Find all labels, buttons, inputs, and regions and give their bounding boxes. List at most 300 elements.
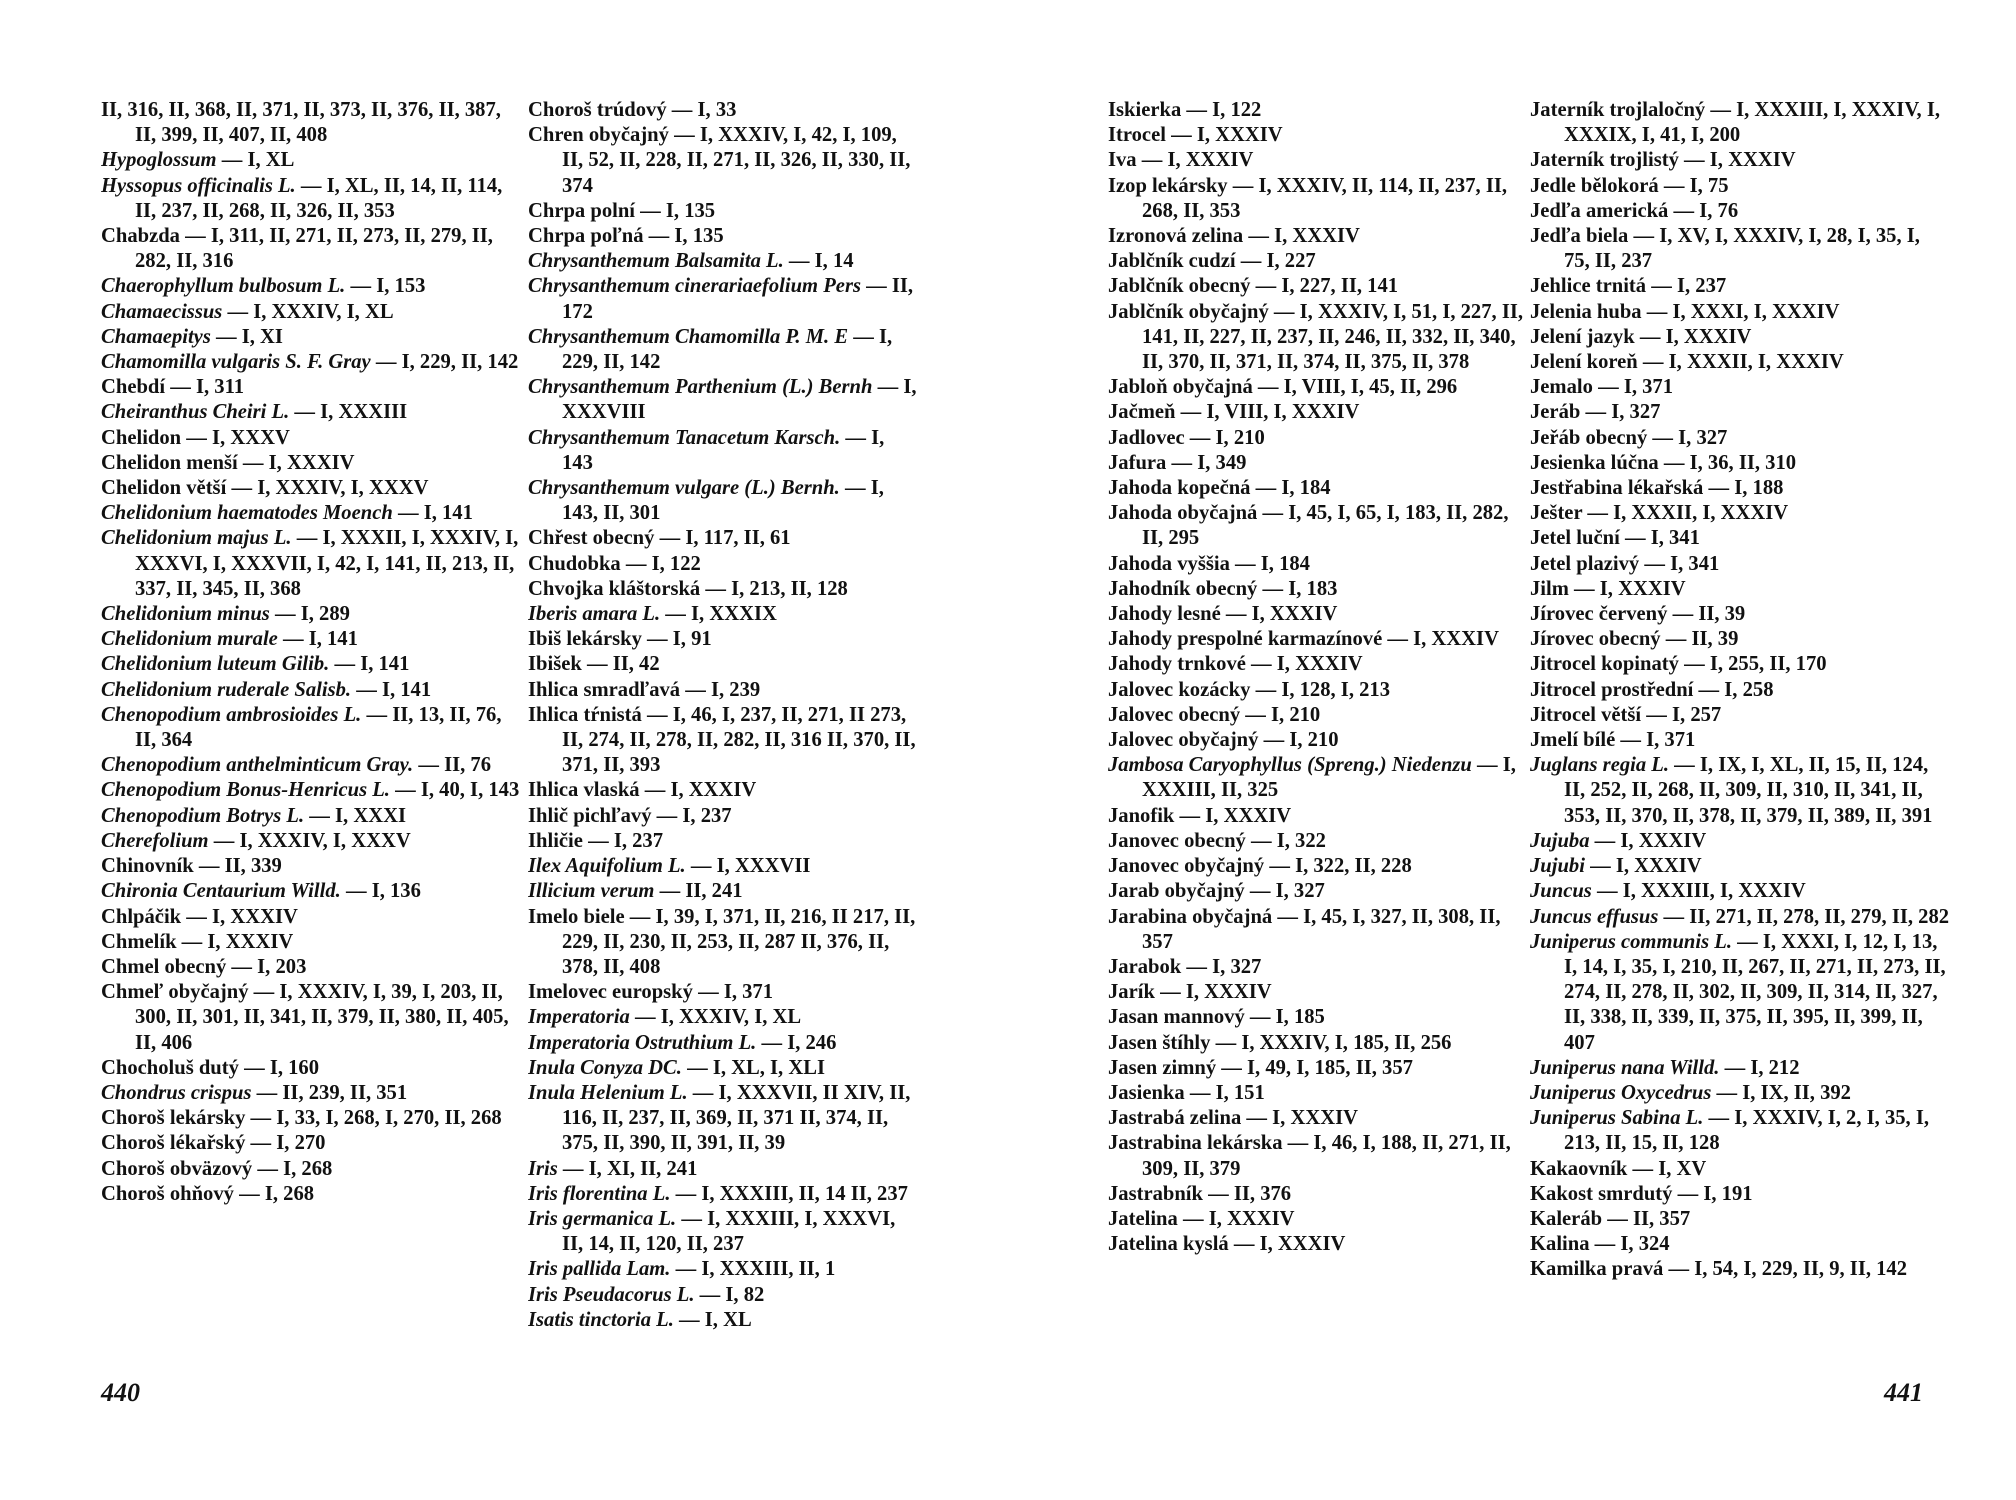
index-references: — I, 324 (1589, 1233, 1670, 1256)
index-column-4 (1530, 98, 1950, 1283)
index-term: Jelenia huba (1530, 300, 1642, 323)
index-entry (1108, 577, 1528, 602)
index-entry (1530, 627, 1950, 652)
index-references: — I, XL (673, 1308, 752, 1331)
index-references: — I, 255, II, 170 (1678, 653, 1827, 676)
index-entry (528, 627, 920, 652)
index-references: — I, 212 (1719, 1056, 1800, 1079)
index-term: Jablčník cudzí (1108, 250, 1236, 273)
index-references: — I, 135 (635, 199, 716, 222)
index-references: — I, 82 (694, 1283, 765, 1306)
index-entry (1108, 652, 1528, 677)
index-term: Chvojka kláštorská (528, 577, 701, 600)
index-entry (1108, 123, 1528, 148)
index-entry (1530, 426, 1950, 451)
index-references: — I, XXXV (181, 426, 290, 449)
index-term: Chrysanthemum cinerariaefolium Pers (528, 275, 861, 298)
index-references: — I, 237 (651, 804, 732, 827)
index-entry (101, 174, 521, 224)
index-entry (1108, 1232, 1528, 1257)
index-term: Jatelina kyslá (1108, 1233, 1229, 1256)
index-entry (101, 426, 521, 451)
index-entry (1530, 829, 1950, 854)
index-term: Juniperus Oxycedrus (1530, 1081, 1712, 1104)
index-references: — I, XXXIV (181, 905, 298, 928)
index-term: Chrysanthemum vulgare (L.) Bernh. (528, 477, 840, 500)
index-entry (101, 905, 521, 930)
index-term: Jestřabina lékařská (1530, 477, 1704, 500)
index-references: — I, XXXIV, I, 42, I, 109, II, 52, II, 228, II, 271, II, 326, II, 330, II, 374 (562, 124, 911, 197)
index-references: — I, 135 (643, 225, 724, 248)
index-entry (101, 930, 521, 955)
index-references: — I, 341 (1639, 552, 1720, 575)
index-entry (1108, 728, 1528, 753)
index-term: Jeráb (1530, 401, 1581, 424)
index-references: — I, 349 (1166, 451, 1247, 474)
index-references: — I, XL, II, 14, II, 114, II, 237, II, 268, II, 326, II, 353 (135, 174, 503, 222)
index-entry (1530, 1182, 1950, 1207)
index-references: — I, 268 (252, 1157, 333, 1180)
index-entry (1530, 325, 1950, 350)
index-term: Jasienka (1108, 1081, 1185, 1104)
index-references: — I, 183 (1257, 577, 1338, 600)
index-entry (101, 778, 521, 803)
index-entry (101, 451, 521, 476)
index-references: — I, 210 (1240, 703, 1321, 726)
index-entry (101, 476, 521, 501)
index-entry (528, 274, 920, 324)
index-references: — I, XV, I, XXXIV, I, 28, I, 35, I, 75, II, 237 (1564, 225, 1920, 273)
index-entry (1530, 652, 1950, 677)
index-references: — I, XXXIV (1220, 603, 1338, 626)
index-references: — I, 160 (238, 1056, 320, 1079)
index-term: Iris Pseudacorus L. (528, 1283, 695, 1306)
index-term: Ibiš lekársky (528, 628, 642, 651)
index-entry (528, 426, 920, 476)
index-references: — I, 341 (1619, 527, 1700, 550)
index-references: — I, 203 (226, 955, 307, 978)
index-column-2 (528, 98, 920, 1333)
index-term: Jarík (1108, 981, 1155, 1004)
index-references: — I, XXXIV (1165, 124, 1283, 147)
index-entry (528, 652, 920, 677)
index-entry (528, 703, 920, 779)
index-references: — I, 210 (1184, 426, 1265, 449)
index-entry (101, 955, 521, 980)
index-references: — I, 371 (692, 981, 774, 1004)
index-term: Chelidonium majus L. (101, 527, 292, 550)
index-entry (1530, 476, 1950, 501)
index-references: — I, XXXIV (1177, 1207, 1295, 1230)
index-term: Jírovec červený (1530, 603, 1668, 626)
index-term: Jalovec kozácky (1108, 678, 1251, 701)
index-references: — I, 191 (1672, 1182, 1753, 1205)
index-term: Jafura (1108, 451, 1167, 474)
index-term: Jabloň obyčajná (1108, 376, 1253, 399)
index-references: — I, 185 (1244, 1006, 1325, 1029)
index-references: — I, XXXIV (1634, 325, 1752, 348)
index-entry (1108, 426, 1528, 451)
index-entry (1530, 905, 1950, 930)
index-entry (528, 602, 920, 627)
index-references: — I, XXXIV (1228, 1233, 1346, 1256)
index-references: — I, XXXIV (1243, 225, 1360, 248)
index-references: — I, 45, I, 327, II, 308, II, 357 (1142, 905, 1501, 953)
index-references: — I, 49, I, 185, II, 357 (1216, 1056, 1413, 1079)
index-references: — I, 210 (1258, 729, 1339, 752)
index-references: — I, XV (1627, 1157, 1707, 1180)
index-term: Jahody trnkové (1108, 653, 1246, 676)
index-term: Chenopodium Botrys L. (101, 804, 305, 827)
index-term: Cherefolium (101, 829, 209, 852)
index-references: — I, 46, I, 188, II, 271, II, 309, II, 379 (1142, 1132, 1511, 1180)
index-term: Jeřáb obecný (1530, 426, 1648, 449)
index-references: — I, XXXVII, II XIV, II, 116, II, 237, II, 369, II, 371 II, 374, II, 375, II, 390, II, 391, II, 39 (562, 1081, 911, 1155)
index-entry (1530, 274, 1950, 299)
index-references: — I, 270 (245, 1132, 326, 1155)
index-references: — I, XXXIV, I, 185, II, 256 (1210, 1031, 1452, 1054)
index-term: Illicium verum (528, 880, 655, 903)
index-entry (101, 350, 521, 375)
index-term: Ješter (1530, 502, 1583, 525)
index-references: — I, 227 (1235, 250, 1316, 273)
index-term: Ihlica tŕnistá (528, 703, 642, 726)
index-entry (1530, 1081, 1950, 1106)
index-term: Juncus effusus (1530, 905, 1659, 928)
index-references: — I, 141 (277, 628, 358, 651)
index-entry (1108, 703, 1528, 728)
index-entry (1530, 199, 1950, 224)
index-entry (528, 552, 920, 577)
index-term: Jablčník obecný (1108, 275, 1251, 298)
index-references: — I, 237 (1646, 275, 1727, 298)
index-entry (1530, 98, 1950, 148)
index-references: — I, 213, II, 128 (700, 577, 848, 600)
index-references: — I, XXXIV (176, 930, 294, 953)
index-references: — II, 239, II, 351 (251, 1081, 408, 1104)
index-term: Iris florentina L. (528, 1182, 671, 1205)
index-references: — I, 289 (269, 603, 350, 626)
index-references: — I, XXXIII, II, 1 (670, 1258, 836, 1281)
index-entry (528, 905, 920, 981)
index-references: — I, XXXIV (1568, 577, 1686, 600)
index-references: — I, XXXII, I, XXXIV (1582, 502, 1789, 525)
index-term: Cheiranthus Cheiri L. (101, 401, 290, 424)
index-term: Jalovec obecný (1108, 703, 1241, 726)
index-entry (1108, 300, 1528, 376)
index-references: — I, XXXIV (1584, 855, 1702, 878)
index-term: Inula Helenium L. (528, 1081, 688, 1104)
index-entry (1108, 980, 1528, 1005)
index-term: Jírovec obecný (1530, 628, 1661, 651)
index-term: Iberis amara L. (528, 603, 661, 626)
index-term: Imperatoria (528, 1006, 630, 1029)
index-term: Chelidonium ruderale Salisb. (101, 678, 352, 701)
index-term: Kalina (1530, 1233, 1590, 1256)
index-term: Chondrus crispus (101, 1081, 252, 1104)
index-term: Isatis tinctoria L. (528, 1308, 674, 1331)
index-term: Choroš lekársky (101, 1107, 246, 1130)
index-references: — I, 188 (1703, 477, 1784, 500)
index-entry (528, 98, 920, 123)
index-term: Chamaepitys (101, 325, 211, 348)
index-entry (1530, 451, 1950, 476)
index-references: — I, 184 (1229, 552, 1310, 575)
index-entry (1530, 1207, 1950, 1232)
index-entry (1530, 526, 1950, 551)
index-entry (1108, 451, 1528, 476)
index-column-1 (101, 98, 521, 1207)
index-references: — I, XXXIII, I, XXXIV, I, XXXIX, I, 41, I, 200 (1564, 99, 1940, 147)
index-references: — II, 339 (193, 855, 282, 878)
index-entry (528, 375, 920, 425)
index-references: — I, XXXIII, I, XXXIV (1591, 880, 1806, 903)
index-entry (1108, 1182, 1528, 1207)
index-entry (1530, 602, 1950, 627)
index-entry (101, 854, 521, 879)
index-references: — I, 184 (1250, 477, 1331, 500)
index-entry (1530, 300, 1950, 325)
index-references: — I, XXXIV, I, XL (222, 300, 394, 323)
index-references: — I, 227, II, 141 (1250, 275, 1399, 298)
index-entry (528, 980, 920, 1005)
index-term: Jemalo (1530, 376, 1593, 399)
index-references: — I, 136 (340, 880, 421, 903)
index-references: II, 316, II, 368, II, 371, II, 373, II, 376, II, 387, II, 399, II, 407, II, 408 (101, 99, 501, 147)
index-references: — I, XL, I, XLI (681, 1056, 825, 1079)
index-references: — I, 39, I, 371, II, 216, II 217, II, 229, II, 230, II, 253, II, 287 II, 376, II, 378, II, 408 (562, 905, 916, 978)
index-term: Chelidonium luteum Gilib. (101, 653, 330, 676)
index-references: — I, XXXIII, I, XXXVI, II, 14, II, 120, II, 237 (562, 1207, 896, 1256)
index-term: Hyssopus officinalis L. (101, 174, 296, 197)
index-references: — I, XXXVIII (562, 376, 917, 424)
index-term: Iris germanica L. (528, 1207, 677, 1230)
index-term: Jedle bělokorá (1530, 174, 1659, 197)
index-references: — I, 311, II, 271, II, 273, II, 279, II, 282, II, 316 (135, 225, 493, 273)
index-term: Iva (1108, 149, 1137, 172)
index-term: Juniperus Sabina L. (1530, 1107, 1704, 1130)
index-entry (1108, 1056, 1528, 1081)
index-entry (1530, 854, 1950, 879)
index-references: — I, 33 (666, 99, 737, 121)
index-references: — I, 36, II, 310 (1658, 451, 1797, 474)
index-term: Imperatoria Ostruthium L. (528, 1031, 757, 1054)
index-term: Jitrocel větší (1530, 703, 1642, 726)
index-entry (1530, 224, 1950, 274)
index-references: — I, 322, II, 228 (1264, 855, 1412, 878)
index-entry (528, 199, 920, 224)
index-references: — II, 376 (1203, 1182, 1292, 1205)
index-term: Jesienka lúčna (1530, 451, 1659, 474)
index-term: Jaterník trojlaločný (1530, 99, 1706, 121)
index-references: — I, XXXIII, II, 325 (1142, 754, 1516, 802)
index-entry (1108, 804, 1528, 829)
index-term: Jatelina (1108, 1207, 1178, 1230)
index-references: — I, 128, I, 213 (1250, 678, 1391, 701)
index-entry (101, 627, 521, 652)
index-references: — I, 122 (620, 552, 701, 575)
index-term: Izop lekársky (1108, 174, 1228, 197)
index-term: Chlpáčik (101, 905, 182, 928)
index-references: — I, XXXIV (639, 779, 757, 802)
index-references: — II, 76 (413, 754, 492, 777)
index-references: — I, 371 (1592, 376, 1674, 399)
index-term: Jahody prespolné karmazínové (1108, 628, 1383, 651)
index-term: Jitrocel prostřední (1530, 678, 1694, 701)
index-term: Ibišek (528, 653, 582, 676)
index-entry (101, 98, 521, 148)
index-entry (1108, 274, 1528, 299)
index-references: — I, 257 (1641, 703, 1722, 726)
index-entry (1108, 955, 1528, 980)
index-references: — I, 14 (783, 250, 854, 273)
index-entry (1530, 1232, 1950, 1257)
index-entry (528, 804, 920, 829)
index-references: — I, 327 (1244, 880, 1325, 903)
index-term: Chmelík (101, 930, 177, 953)
index-references: — I, 76 (1668, 199, 1739, 222)
index-references: — I, 322 (1245, 829, 1326, 852)
index-entry (1108, 400, 1528, 425)
index-entry (528, 325, 920, 375)
index-references: — II, 172 (562, 275, 914, 323)
index-entry (1108, 224, 1528, 249)
index-term: Ihlič pichľavý (528, 804, 652, 827)
index-references: — II, 39 (1667, 603, 1746, 626)
index-entry (1530, 1106, 1950, 1156)
index-references: — II, 357 (1602, 1207, 1691, 1230)
index-references: — I, 141 (392, 502, 473, 525)
index-entry (1108, 1131, 1528, 1181)
index-term: Jelení koreň (1530, 351, 1638, 374)
index-entry (1530, 174, 1950, 199)
index-references: — I, 371 (1615, 729, 1696, 752)
index-entry (1108, 753, 1528, 803)
index-entry (1108, 1207, 1528, 1232)
index-entry (101, 400, 521, 425)
index-entry (101, 829, 521, 854)
index-references: — I, 229, II, 142 (562, 325, 893, 374)
index-term: Chironia Centaurium Willd. (101, 880, 341, 903)
index-term: Jedľa americká (1530, 199, 1669, 222)
index-entry (1530, 375, 1950, 400)
index-term: Jarabina obyčajná (1108, 905, 1273, 928)
index-references: — I, 327 (1647, 426, 1728, 449)
index-references: — I, 237 (582, 829, 664, 852)
index-references: — I, XXXIV, I, XXXV (208, 829, 411, 852)
index-entry (1108, 249, 1528, 274)
index-term: Chrpa polní (528, 199, 636, 222)
index-term: Chřest obecný (528, 527, 655, 550)
index-references: — I, XXXIV (1136, 149, 1254, 172)
index-entry (101, 678, 521, 703)
index-term: Jastrabník (1108, 1182, 1203, 1205)
index-references: — I, 46, I, 237, II, 271, II 273, II, 274, II, 278, II, 282, II, 316 II, 370, II, 371, II, 393 (562, 703, 916, 777)
index-term: Jahoda vyššia (1108, 552, 1230, 575)
index-entry (1530, 753, 1950, 829)
index-term: Hypoglossum (101, 149, 217, 172)
index-references: — I, XXXIV (1382, 628, 1499, 651)
index-entry (101, 1056, 521, 1081)
index-entry (101, 1157, 521, 1182)
index-entry (528, 1308, 920, 1333)
index-term: Ihličie (528, 829, 583, 852)
index-references: — I, XXXIV, I, 51, I, 227, II, 141, II, 227, II, 237, II, 246, II, 332, II, 340, II, 370, II, 371, II, 374, II, 375, II, 378 (1142, 300, 1524, 374)
index-entry (528, 1005, 920, 1030)
index-references: — I, 54, I, 229, II, 9, II, 142 (1663, 1258, 1908, 1281)
index-entry (101, 753, 521, 778)
index-entry (101, 602, 521, 627)
index-references: — I, 153 (345, 275, 426, 298)
index-term: Jasen štíhly (1108, 1031, 1211, 1054)
index-entry (528, 249, 920, 274)
index-term: Iris (528, 1157, 558, 1180)
index-entry (1530, 148, 1950, 173)
index-references: — I, XXXIII (289, 401, 408, 424)
index-term: Jujuba (1530, 829, 1590, 852)
index-references: — I, 327 (1181, 955, 1262, 978)
index-entry (1108, 1005, 1528, 1030)
index-entry (101, 1182, 521, 1207)
index-entry (1530, 1257, 1950, 1282)
index-references: — II, 39 (1660, 628, 1739, 651)
index-term: Jedľa biela (1530, 225, 1629, 248)
index-references: — I, IX, I, XL, II, 15, II, 124, II, 252, II, 268, II, 309, II, 310, II, 341, II, 353, II, 370, II, 378, II, 379, II, 389, II, 391 (1564, 754, 1933, 827)
index-term: Ihlica smradľavá (528, 678, 681, 701)
index-references: — I, XXXIV, I, 39, I, 203, II, 300, II, 301, II, 341, II, 379, II, 380, II, 405, II, 406 (135, 981, 509, 1054)
index-entry (101, 703, 521, 753)
index-references: — I, 268 (233, 1182, 315, 1205)
index-term: Imelovec europský (528, 981, 693, 1004)
index-references: — I, XXXIV, I, XXXV (226, 477, 429, 500)
index-term: Juniperus communis L. (1530, 930, 1732, 953)
index-term: Jilm (1530, 577, 1569, 600)
index-term: Chaerophyllum bulbosum L. (101, 275, 346, 298)
index-entry (1108, 552, 1528, 577)
index-references: — I, 45, I, 65, I, 183, II, 282, II, 295 (1142, 502, 1509, 550)
index-entry (101, 980, 521, 1056)
index-references: — I, XXXIV, II, 114, II, 237, II, 268, II, 353 (1142, 174, 1507, 222)
index-entry (528, 224, 920, 249)
index-references: — I, XXXI (304, 804, 406, 827)
index-entry (1108, 375, 1528, 400)
index-term: Jadlovec (1108, 426, 1185, 449)
index-references: — I, 258 (1693, 678, 1774, 701)
index-entry (1530, 678, 1950, 703)
index-references: — I, VIII, I, XXXIV (1175, 401, 1360, 424)
index-references: — I, IX, II, 392 (1711, 1081, 1851, 1104)
index-term: Jarabok (1108, 955, 1182, 978)
index-entry (528, 854, 920, 879)
index-term: Jasen zimný (1108, 1056, 1217, 1079)
index-entry (528, 577, 920, 602)
index-entry (1530, 1157, 1950, 1182)
index-references: — I, XI, II, 241 (557, 1157, 698, 1180)
index-entry (1108, 678, 1528, 703)
index-term: Chelidon menší (101, 451, 238, 474)
index-references: — I, XXXII, I, XXXIV, I, XXXVI, I, XXXVII, I, 42, I, 141, II, 213, II, 337, II, 345, II, 368 (135, 527, 519, 600)
index-references: — I, XXXIII, II, 14 II, 237 (670, 1182, 908, 1205)
index-entry (528, 829, 920, 854)
index-term: Janofik (1108, 804, 1175, 827)
index-term: Chren obyčajný (528, 124, 669, 147)
index-references: — I, XL (216, 149, 295, 172)
index-term: Chamomilla vulgaris S. F. Gray (101, 351, 371, 374)
index-entry (101, 1081, 521, 1106)
index-entry (1108, 148, 1528, 173)
index-term: Juglans regia L. (1530, 754, 1670, 777)
index-column-3 (1108, 98, 1528, 1257)
